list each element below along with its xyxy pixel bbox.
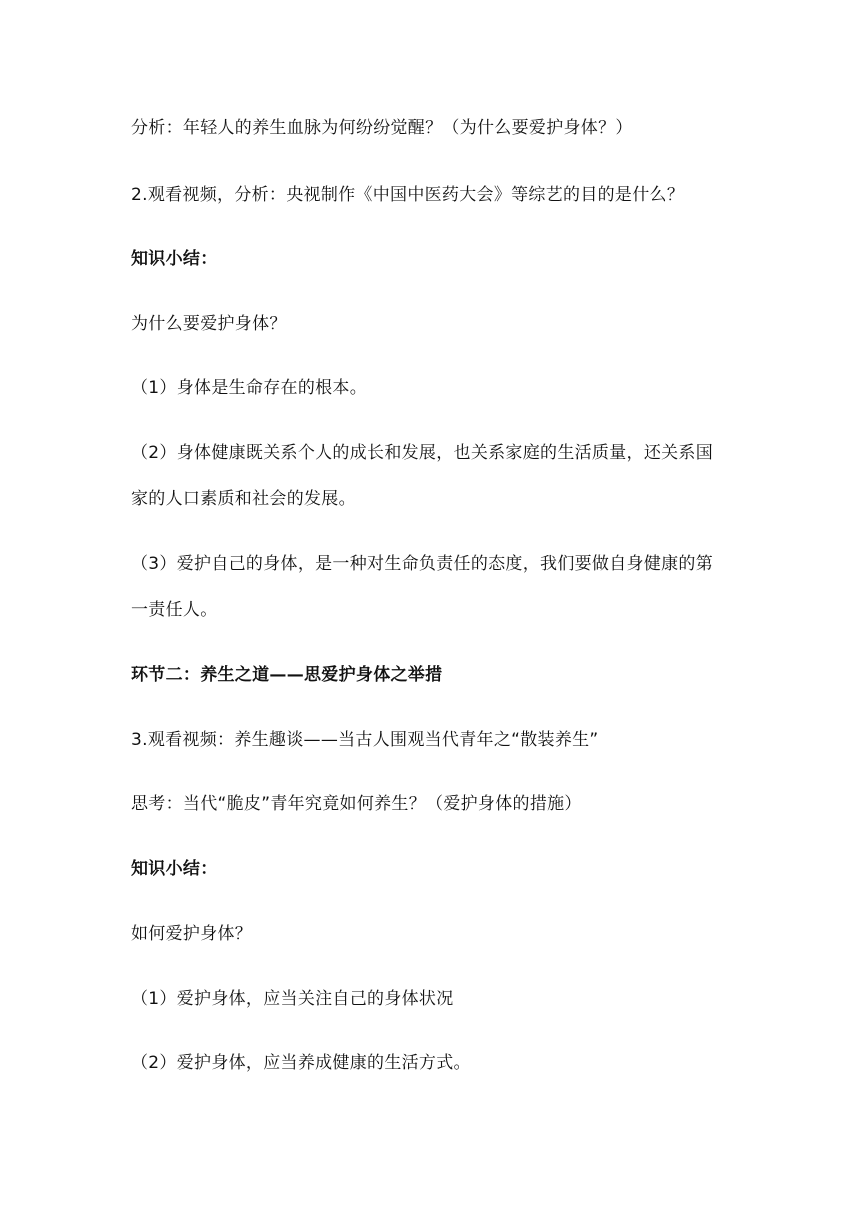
measure-2-line: （2）爱护身体，应当养成健康的生活方式。 (131, 1053, 471, 1073)
how-protect-body-question: 如何爱护身体？ (131, 924, 253, 944)
point-2-line-b: 家的人口素质和社会的发展。 (131, 489, 356, 509)
why-protect-body-question: 为什么要爱护身体？ (131, 314, 287, 334)
video-task-2-line: 2.观看视频，分析：央视制作《中国中医药大会》等综艺的目的是什么？ (131, 185, 685, 205)
knowledge-summary-heading-1: 知识小结： (131, 249, 218, 269)
point-3-line-b: 一责任人。 (131, 600, 218, 620)
point-2-line-a: （2）身体健康既关系个人的成长和发展，也关系家庭的生活质量，还关系国 (131, 443, 714, 463)
point-3-line-a: （3）爱护自己的身体，是一种对生命负责任的态度，我们要做自身健康的第 (131, 554, 714, 574)
analysis-question-line: 分析：年轻人的养生血脉为何纷纷觉醒？（为什么要爱护身体？） (131, 118, 633, 138)
point-1-line: （1）身体是生命存在的根本。 (131, 378, 368, 398)
video-task-3-line: 3.观看视频：养生趣谈——当古人围观当代青年之“散装养生” (131, 730, 599, 750)
section-2-heading: 环节二：养生之道——思爱护身体之举措 (131, 665, 443, 685)
thinking-question-line: 思考：当代“脆皮”青年究竟如何养生？（爱护身体的措施） (131, 794, 582, 814)
measure-1-line: （1）爱护身体，应当关注自己的身体状况 (131, 989, 454, 1009)
knowledge-summary-heading-2: 知识小结： (131, 859, 218, 879)
